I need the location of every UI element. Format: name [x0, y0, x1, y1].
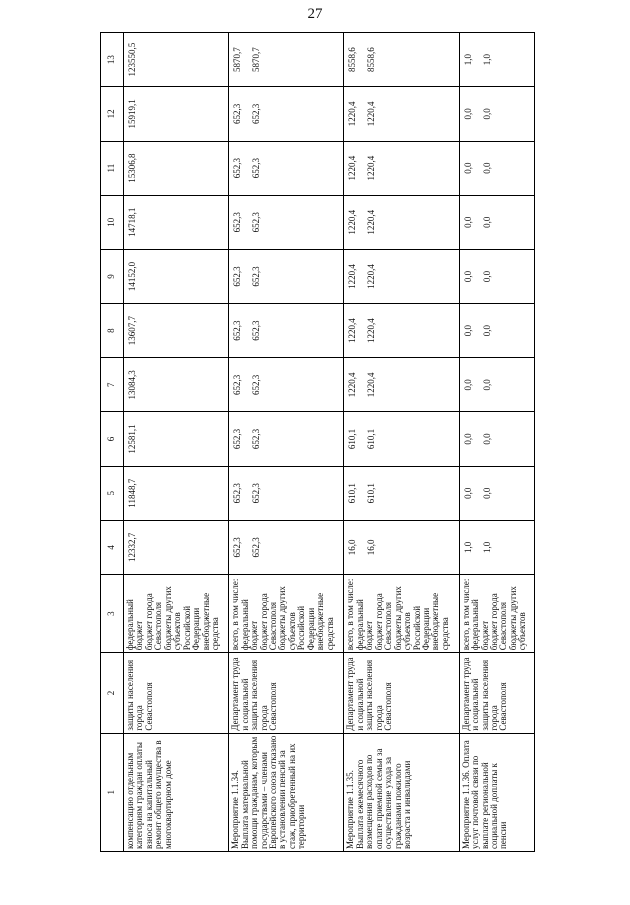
value-line: 16,0 — [347, 539, 358, 556]
column-header: 1 — [101, 733, 124, 851]
value-line — [492, 523, 501, 572]
value-line: 0,0 — [481, 108, 492, 120]
budget-table-container — [100, 32, 535, 852]
value-line — [271, 198, 280, 247]
executor-cell: Департамент труда и социальной защиты населения города Севастополя — [459, 653, 534, 733]
value-line: 13084,3 — [127, 370, 137, 400]
value-cell — [124, 412, 229, 466]
value-cell — [344, 87, 459, 141]
value-cell — [124, 520, 229, 574]
value-cell — [124, 195, 229, 249]
funding-source-line: федеральный бюджет — [239, 599, 260, 651]
value-cell — [229, 33, 344, 87]
value-cell — [124, 33, 229, 87]
value-line: 610,1 — [347, 428, 358, 450]
executor-cell: защиты населения города Севастополя — [124, 653, 229, 733]
value-line: 1220,4 — [366, 155, 377, 181]
value-cell — [459, 249, 534, 303]
value-cell — [459, 520, 534, 574]
value-line: 1220,4 — [347, 264, 358, 289]
value-cell — [344, 466, 459, 520]
table-body — [124, 33, 535, 852]
activity-cell: Мероприятие 1.1.34. Выплата материальной помощи гражданам, которым государствами – членами Европейского союза отказано в установлении пенсий за стаж, приобретенный на их территории — [229, 733, 344, 851]
value-line — [156, 306, 165, 355]
funding-source-line: внебюджетные средства — [430, 592, 450, 651]
value-cell — [344, 358, 459, 412]
value-line: 15306,8 — [127, 153, 137, 183]
value-line: 0,0 — [481, 270, 492, 283]
value-line: 0,0 — [481, 433, 492, 445]
value-line — [492, 414, 501, 463]
value-line: 652,3 — [251, 483, 262, 504]
value-line — [156, 35, 165, 84]
value-line: 1220,4 — [347, 155, 358, 181]
value-line: 0,0 — [462, 379, 473, 391]
value-cell — [124, 249, 229, 303]
value-line: 652,3 — [251, 320, 262, 341]
value-line — [492, 144, 501, 193]
value-line: 13607,7 — [127, 316, 137, 346]
value-line: 5870,7 — [251, 47, 262, 73]
value-line: 0,0 — [481, 216, 492, 228]
value-line: 652,3 — [232, 157, 243, 179]
value-line: 1220,4 — [347, 318, 358, 344]
column-header: 5 — [101, 466, 124, 520]
value-line: 1220,4 — [366, 264, 377, 289]
value-line: 1220,4 — [366, 101, 377, 127]
funding-source-cell — [229, 575, 344, 653]
value-line: 652,3 — [232, 428, 243, 450]
value-cell — [459, 466, 534, 520]
value-line: 0,0 — [462, 433, 473, 445]
value-line — [156, 252, 165, 301]
value-line: 0,0 — [481, 379, 492, 391]
column-header: 7 — [101, 358, 124, 412]
funding-source-line: всего, в том числе: — [230, 578, 241, 651]
column-header: 9 — [101, 249, 124, 303]
funding-source-line: бюджеты других субъектов Российской Федерации — [277, 586, 316, 651]
value-cell — [229, 520, 344, 574]
value-line: 15919,1 — [127, 99, 137, 129]
value-cell — [344, 195, 459, 249]
value-line: 652,3 — [251, 103, 262, 125]
value-line: 14152,0 — [127, 261, 137, 292]
column-header: 11 — [101, 141, 124, 195]
funding-source-line: внебюджетные средства — [315, 592, 335, 651]
value-line — [386, 198, 395, 247]
value-line: 0,0 — [462, 108, 473, 120]
value-line: 652,3 — [232, 212, 243, 233]
value-cell — [459, 195, 534, 249]
table-rotated-wrapper — [100, 32, 535, 852]
value-cell — [459, 87, 534, 141]
value-line: 1220,4 — [366, 318, 377, 344]
value-cell — [229, 195, 344, 249]
value-line: 12332,7 — [127, 532, 137, 563]
value-line: 0,0 — [481, 325, 492, 337]
value-line — [156, 523, 165, 572]
funding-source-line: всего, в том числе: — [345, 578, 356, 651]
value-line: 0,0 — [481, 487, 492, 499]
value-cell — [229, 358, 344, 412]
funding-source-line: бюджеты других субъектов — [507, 586, 528, 651]
value-line: 8558,6 — [366, 47, 377, 73]
funding-source-cell — [344, 575, 459, 653]
value-cell — [124, 466, 229, 520]
value-line — [156, 144, 165, 193]
value-line — [271, 89, 280, 138]
funding-source-line: бюджеты других субъектов Российской Федерации — [162, 586, 202, 651]
activity-cell: Мероприятие 1.1.36. Оплата услуг почтовой связи по выплате региональной социальной доплаты к пенсии — [459, 733, 534, 851]
value-line: 11848,7 — [127, 478, 137, 508]
value-line: 123550,5 — [127, 42, 137, 77]
column-header: 13 — [101, 33, 124, 87]
funding-source-line: федеральный бюджет — [470, 599, 490, 651]
value-cell — [344, 304, 459, 358]
column-header: 4 — [101, 520, 124, 574]
value-cell — [459, 33, 534, 87]
value-cell — [459, 358, 534, 412]
value-line: 652,3 — [251, 537, 262, 558]
value-cell — [459, 304, 534, 358]
table-row — [344, 33, 459, 852]
value-line — [386, 35, 395, 84]
value-line — [492, 306, 501, 355]
table-row — [459, 33, 534, 852]
value-cell — [344, 520, 459, 574]
value-line — [492, 89, 501, 138]
column-header: 12 — [101, 87, 124, 141]
value-line: 1220,4 — [366, 372, 377, 398]
value-line: 14718,1 — [127, 207, 137, 237]
value-line — [156, 89, 165, 138]
value-line — [156, 414, 165, 463]
value-cell — [344, 412, 459, 466]
value-line — [386, 252, 395, 301]
funding-source-line: бюджет города Севастополя — [373, 593, 394, 651]
value-line: 652,3 — [251, 157, 262, 179]
value-cell — [124, 304, 229, 358]
value-line: 0,0 — [462, 325, 473, 337]
value-line — [271, 252, 280, 301]
value-line — [271, 523, 280, 572]
value-line: 5870,7 — [232, 47, 243, 73]
value-line: 8558,6 — [347, 47, 358, 73]
value-line — [271, 35, 280, 84]
executor-cell: Департамент труда и социальной защиты населения города Севастополя — [229, 653, 344, 733]
value-line: 1220,4 — [347, 209, 358, 235]
funding-source-line: бюджеты других субъектов Российской Федерации — [392, 586, 431, 651]
column-header: 2 — [101, 653, 124, 733]
column-header: 10 — [101, 195, 124, 249]
value-line: 1220,4 — [366, 209, 377, 235]
value-line — [386, 414, 395, 463]
value-line: 652,3 — [251, 428, 262, 450]
value-cell — [124, 87, 229, 141]
funding-source-line: федеральный бюджет — [354, 599, 375, 651]
value-line: 610,1 — [347, 483, 358, 504]
value-line: 652,3 — [232, 374, 243, 395]
value-line — [386, 306, 395, 355]
executor-cell: Департамент труда и социальной защиты населения города Севастополя — [344, 653, 459, 733]
value-line — [492, 360, 501, 409]
column-header: 3 — [101, 575, 124, 653]
budget-table — [100, 32, 535, 852]
value-line: 0,0 — [462, 216, 473, 228]
value-line: 0,0 — [462, 487, 473, 499]
funding-source-line: внебюджетные средства — [200, 592, 220, 651]
value-line — [271, 469, 280, 518]
value-line — [386, 469, 395, 518]
value-line: 652,3 — [232, 103, 243, 125]
value-cell — [459, 141, 534, 195]
value-line — [386, 144, 395, 193]
value-cell — [229, 141, 344, 195]
value-line — [271, 360, 280, 409]
value-cell — [124, 141, 229, 195]
funding-source-line: бюджет города Севастополя — [258, 593, 278, 651]
value-line: 1220,4 — [347, 101, 358, 127]
value-line: 652,3 — [251, 212, 262, 233]
value-cell — [124, 358, 229, 412]
value-line — [492, 198, 501, 247]
table-row — [229, 33, 344, 852]
value-cell — [344, 33, 459, 87]
value-line: 652,3 — [251, 374, 262, 395]
value-line: 652,3 — [251, 266, 262, 287]
value-line: 610,1 — [366, 483, 377, 504]
value-line: 0,0 — [462, 162, 473, 174]
value-line — [492, 252, 501, 301]
value-cell — [229, 249, 344, 303]
value-cell — [229, 304, 344, 358]
column-header: 6 — [101, 412, 124, 466]
value-line: 1,0 — [481, 541, 492, 554]
value-cell — [344, 249, 459, 303]
value-line — [156, 469, 165, 518]
value-line: 610,1 — [366, 428, 377, 450]
value-line — [271, 306, 280, 355]
funding-source-line: федеральный бюджет — [125, 599, 145, 651]
value-line: 652,3 — [232, 537, 243, 558]
value-line: 12581,1 — [127, 424, 137, 454]
funding-source-line: всего, в том числе: — [460, 578, 471, 651]
value-line: 652,3 — [232, 483, 243, 504]
value-line: 652,3 — [232, 320, 243, 341]
value-line — [386, 523, 395, 572]
value-line: 1,0 — [462, 541, 473, 554]
value-line — [156, 360, 165, 409]
value-cell — [344, 141, 459, 195]
value-line — [271, 414, 280, 463]
value-line: 1,0 — [481, 54, 492, 66]
funding-source-cell — [124, 575, 229, 653]
funding-source-line: бюджет города Севастополя — [489, 593, 509, 651]
table-row — [124, 33, 229, 852]
value-cell — [229, 466, 344, 520]
value-line — [386, 89, 395, 138]
value-line: 0,0 — [481, 162, 492, 174]
value-line: 16,0 — [366, 539, 377, 556]
header-row — [101, 33, 124, 852]
value-line — [492, 469, 501, 518]
value-cell — [459, 412, 534, 466]
value-line — [492, 35, 501, 84]
value-cell — [229, 87, 344, 141]
activity-cell: компенсацию отдельным категориям граждан оплаты взноса на капитальный ремонт общего имущества в многоквартирном доме — [124, 733, 229, 851]
page-number: 27 — [307, 6, 323, 22]
column-header: 8 — [101, 304, 124, 358]
value-cell — [229, 412, 344, 466]
activity-cell: Мероприятие 1.1.35. Выплата ежемесячного возмещения расходов по оплате приемной семьи за осуществление ухода за гражданами пожилого возраста и инвалидами — [344, 733, 459, 851]
value-line — [386, 360, 395, 409]
value-line — [156, 198, 165, 247]
value-line — [271, 144, 280, 193]
value-line: 1220,4 — [347, 372, 358, 398]
value-line: 1,0 — [462, 54, 473, 66]
funding-source-line: бюджет города Севастополя — [143, 593, 164, 651]
funding-source-cell — [459, 575, 534, 653]
value-line: 0,0 — [462, 270, 473, 283]
value-line: 652,3 — [232, 266, 243, 287]
